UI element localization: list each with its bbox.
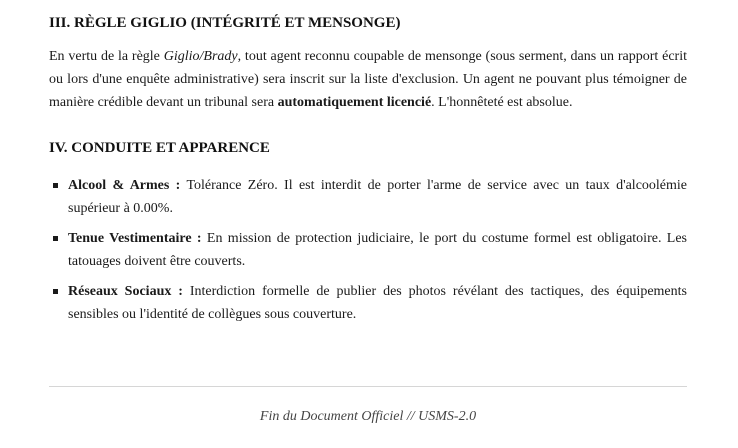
section-3-title: III. RÈGLE GIGLIO (INTÉGRITÉ ET MENSONGE) [49, 15, 401, 31]
section-3-rule-name: Giglio/Brady [163, 49, 238, 64]
rule-text: Interdiction formelle de publier des photos révélant des tactiques, des équipements sensibles ou l'identité de collègues sous couverture. [68, 284, 687, 322]
section-3-text-end: . L'honnêteté est absolue. [431, 95, 573, 110]
rule-label: Alcool & Armes : [68, 178, 181, 193]
section-3-text-middle: , tout agent reconnu coupable de mensonge (sous serment, dans un rapport écrit ou lors d'une enquête administrative) sera inscrit sur la liste d'exclusion. Un agent ne pouvant plus témoigner de manière crédible devant un tribunal sera [49, 49, 687, 110]
document-footer: Fin du Document Officiel // USMS-2.0 [259, 409, 477, 424]
square-bullet-icon [53, 236, 58, 241]
section-3-emphasis: automatiquement licencié [277, 95, 432, 110]
rule-label: Réseaux Sociaux : [68, 284, 183, 299]
list-item [49, 174, 687, 220]
section-3-text-start: En vertu de la règle [49, 49, 164, 64]
rule-label: Tenue Vestimentaire : [68, 231, 202, 246]
square-bullet-icon [53, 289, 58, 294]
square-bullet-icon [53, 183, 58, 188]
list-item [49, 280, 687, 326]
footer-divider [49, 386, 687, 387]
list-item [49, 227, 687, 273]
section-4-title: IV. CONDUITE ET APPARENCE [49, 140, 270, 156]
rule-text: Tolérance Zéro. Il est interdit de porter l'arme de service avec un taux d'alcoolémie supérieur à 0.00%. [68, 178, 688, 216]
section-3-paragraph [49, 45, 687, 114]
rule-text: En mission de protection judiciaire, le port du costume formel est obligatoire. Les tatouages doivent être couverts. [68, 231, 688, 269]
conduct-rules-list [49, 174, 687, 333]
